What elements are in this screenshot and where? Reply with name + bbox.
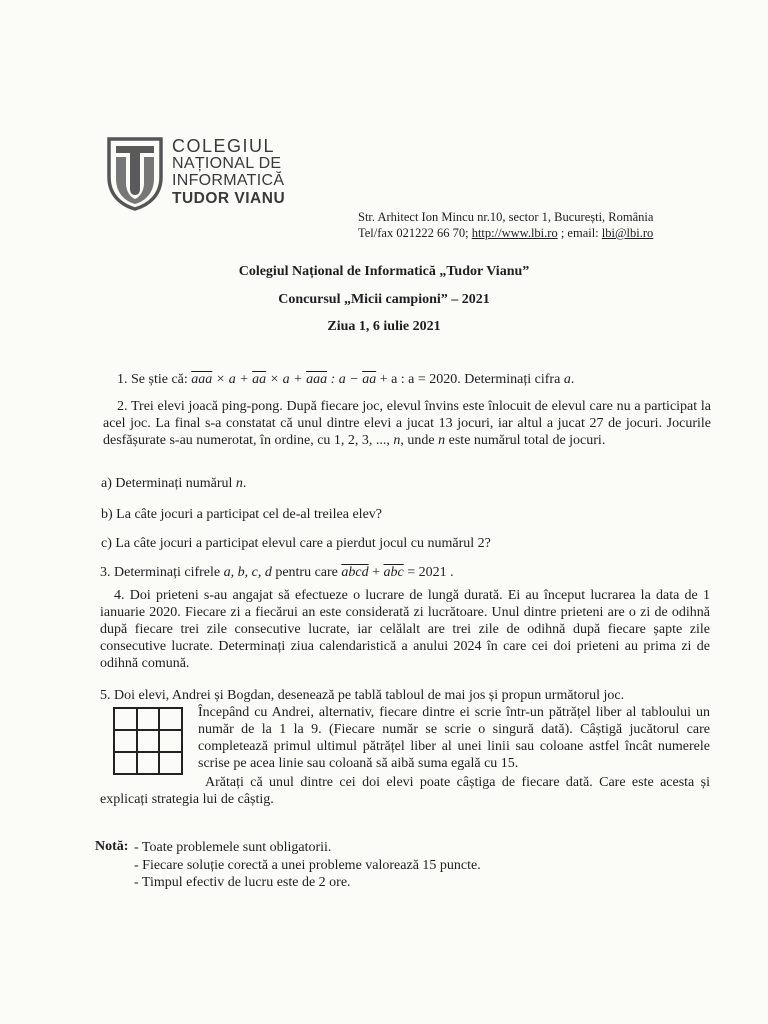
board-cell (159, 730, 182, 752)
contact-line (358, 225, 688, 241)
subpoint-text: Determinați numărul (111, 476, 236, 491)
problem-5-end: Arătați că unul dintre cei doi elevi poate câștiga de fiecare dată. Care este acesta și explicați strategia lui de câștig. (100, 775, 710, 807)
logo-line-1: COLEGIUL (172, 136, 276, 156)
problem-4 (100, 587, 710, 672)
board-cell (114, 730, 137, 752)
var-n: n (235, 476, 243, 491)
logo-line-2: NAȚIONAL DE (172, 155, 282, 172)
nota-title: Notă: (95, 839, 129, 854)
expr-part: × a + (212, 372, 253, 387)
problem-2b (101, 506, 701, 523)
problem-2-text: este numărul total de jocuri. (445, 433, 606, 448)
overline-aa: $\overline{aa}$ (252, 372, 267, 387)
logo-line-3: INFORMATICĂ (172, 172, 285, 189)
problem-2-number: 2. (117, 399, 128, 414)
var-n: n (438, 433, 446, 448)
email-prefix: ; email: (557, 226, 602, 240)
board-cell (137, 730, 160, 752)
problem-2c (101, 535, 701, 552)
problem-4-text: Doi prieteni s-au angajat să efectueze o lucrare de lungă durată. Ei au început lucrarea la data de 1 ianuarie 2020. Fiecare zi a fiecărui an este considerată zi lucrătoare. Unul dintre prieteni are o zi de odihnă după fiecare trei zile consecutive lucrate, iar celălalt are trei zile de odihnă după fiecare șapte zile consecutive lucrate. Determinați ziua calendaristică a anului 2024 în care cei doi prieteni au prima zi de odihnă comună. (100, 588, 710, 671)
problem-5-body: Începând cu Andrei, alternativ, fiecare dintre ei scrie într-un pătrățel liber al tabloului un număr de la 1 la 9. (Fiecare număr se scrie o singură dată). Câștigă jucătorul care completează primul ultimul pătrățel liber al unei linii sau coloane astfel încât numerele scrise pe acea linie sau coloană să aibă suma egală cu 15. (198, 705, 710, 771)
problem-1 (117, 371, 697, 388)
board-cell (114, 752, 137, 774)
problem-3-number: 3. (100, 565, 111, 580)
subpoint-text: La câte jocuri a participat elevul care a pierdut jocul cu numărul 2? (111, 536, 491, 551)
problem-2-text: , unde (400, 433, 439, 448)
logo-line-4: TUDOR VIANU (172, 190, 286, 207)
problem-4-number: 4. (114, 588, 125, 603)
school-title: Colegiul Național de Informatică „Tudor Vianu” (238, 264, 530, 279)
vars: a, b, c, d (223, 565, 272, 580)
board-cell (159, 708, 182, 730)
contest-title: Concursul „Micii campioni” – 2021 (278, 292, 490, 307)
problem-3 (100, 564, 700, 581)
expr-part: : a − (327, 372, 363, 387)
board-cell (159, 752, 182, 774)
overline-aaa: $\overline{aaa}$ (191, 372, 213, 387)
school-logo-icon (107, 137, 163, 211)
day-title: Ziua 1, 6 iulie 2021 (327, 319, 441, 334)
problem-5-intro-text: Doi elevi, Andrei și Bogdan, desenează pe tablă tabloul de mai jos și propun următorul joc. (110, 688, 625, 703)
nota-label (95, 838, 128, 855)
problem-1-number: 1. (117, 372, 128, 387)
expr-part: × a + (266, 372, 307, 387)
nota-item-2: - Fiecare soluție corectă a unei probleme valorează 15 puncte. (134, 858, 481, 873)
school-address (358, 209, 688, 241)
expr-end: . (570, 372, 575, 387)
problem-5-intro (100, 687, 710, 704)
nota-item-3: - Timpul efectiv de lucru este de 2 ore. (134, 875, 351, 890)
game-board-3x3 (113, 707, 183, 775)
plus-sign: + (368, 565, 384, 580)
board-cell (114, 708, 137, 730)
var-n: n (393, 433, 401, 448)
school-logo-text (172, 138, 285, 207)
website-link[interactable]: http://www.lbi.ro (471, 226, 558, 240)
problem-2 (103, 398, 711, 449)
problem-2-text: Trei elevi joacă ping-pong. După fiecare joc, elevul învins este înlocuit de elevul care nu a participat la acel joc. La final s-a constatat că unul dintre elevi a jucat 13 jocuri, iar altul a jucat 27 de jocuri. Jocurile desfășurate s-au numerotat, în ordine, cu 1, 2, 3, ..., (103, 399, 711, 448)
problem-3-text: Determinați cifrele (110, 565, 224, 580)
board-cell (137, 708, 160, 730)
subpoint-text: La câte jocuri a participat cel de-al treilea elev? (112, 507, 383, 522)
overline-aaa: $\overline{aaa}$ (306, 372, 328, 387)
subpoint-label: b) (101, 507, 113, 522)
expr-tail: + a : a = 2020. Determinați cifra (376, 372, 564, 387)
subpoint-label: c) (101, 536, 112, 551)
contact-prefix: Tel/fax 021222 66 70; (358, 226, 472, 240)
subpoint-end: . (242, 476, 247, 491)
nota-item-1: - Toate problemele sunt obligatorii. (134, 840, 332, 855)
overline-aa: $\overline{aa}$ (362, 372, 377, 387)
equation-end: = 2021 . (403, 565, 454, 580)
overline-abc: $\overline{abc}$ (383, 565, 404, 580)
problem-1-intro: Se știe că: (127, 372, 192, 387)
problem-2a (101, 475, 701, 492)
var-a: a (563, 372, 571, 387)
problem-5-number: 5. (100, 688, 111, 703)
board-cell (137, 752, 160, 774)
address-line: Str. Arhitect Ion Mincu nr.10, sector 1, București, România (358, 210, 654, 224)
subpoint-label: a) (101, 476, 112, 491)
email-link[interactable]: lbi@lbi.ro (601, 226, 654, 240)
overline-abcd: abcd (341, 565, 369, 580)
problem-3-text: pentru care (271, 565, 342, 580)
